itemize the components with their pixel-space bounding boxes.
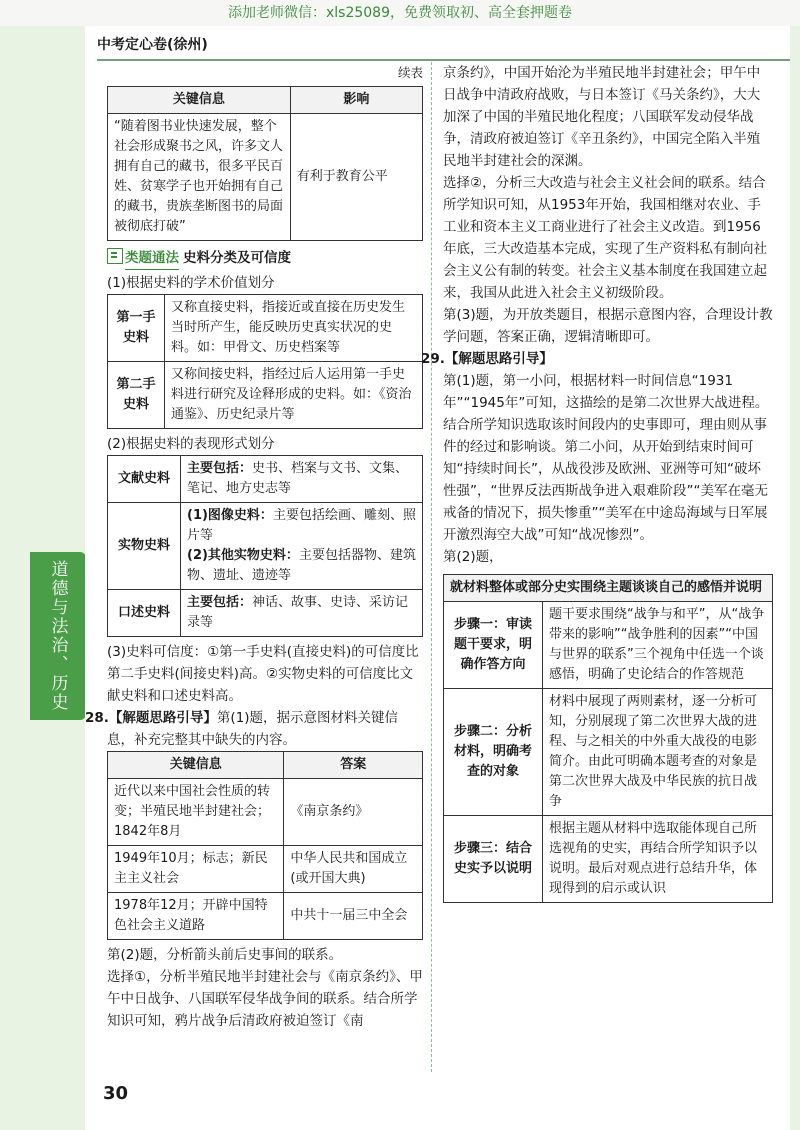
table-cell: 就材料整体或部分史实围绕主题谈谈自己的感悟并说明 (444, 575, 773, 602)
table-cell: 近代以来中国社会性质的转变；半殖民地半封建社会；1842年8月 (108, 779, 284, 846)
bold-lead: (2)其他实物史料： (187, 548, 299, 563)
table-row (108, 503, 423, 590)
question-number: 28. (85, 710, 109, 726)
credibility-paragraph: (3)史料可信度：①第一手史料(直接史料)的可信度比第二手史料(间接史料)高。②实物史料的可信度比文献史料和口述史料高。 (107, 644, 419, 704)
paragraph: 第(1)题，第一小问，根据材料一时间信息“1931年”“1945年”可知，这描绘的是第二次世界大战进程。结合所学知识选取该时间段内的史事即可，理由则从事件的经过和影响谈。第二小问，从开始到结束时间可知“持续时间长”，从战役涉及欧洲、亚洲等可知“破坏性强”，“世界反法西斯战争进入艰难阶段”“美军在毫无戒备的情况下，损失惨重”“美军在中途岛海域与日军展开激烈海空大战”可知“战况惨烈”。 (443, 373, 769, 543)
section-title: 史料分类及可信度 (183, 250, 291, 266)
table-row (444, 816, 773, 903)
table-cell: 又称直接史料，指接近或直接在历史发生当时所产生，能反映历史真实状况的史料。如：甲骨文、历史档案等 (165, 295, 423, 362)
question-28-intro (85, 707, 423, 751)
table-cell: 1949年10月；标志；新民主主义社会 (108, 846, 284, 893)
question-number: 29. (421, 351, 445, 367)
table-header: 影响 (290, 87, 422, 114)
table-row (108, 893, 423, 940)
section-tag: 类题通法 (125, 247, 179, 270)
subject-side-tab (30, 552, 86, 720)
paragraph: 选择①，分析半殖民地半封建社会与《南京条约》、甲午中日战争、八国联军侵华战争间的联系。结合所学知识可知，鸦片战争后清政府被迫签订《南 (107, 969, 423, 1029)
question-29-intro (421, 348, 773, 370)
cell-text: 神话、故事、史诗、采访记录等 (187, 595, 409, 630)
table-cell: 1978年12月；开辟中国特色社会主义道路 (108, 893, 284, 940)
bold-lead: 主要包括： (187, 595, 253, 610)
table-cell: 中华人民共和国成立(或开国大典) (284, 846, 423, 893)
method-section-title (107, 247, 423, 270)
table-cell: 第一手史料 (108, 295, 165, 362)
table-cell (181, 456, 423, 503)
bold-lead: 主要包括： (187, 461, 253, 476)
steps-table (443, 574, 773, 903)
source-form-table (107, 455, 423, 637)
page-header: 中考定心卷(徐州) (97, 37, 208, 53)
table-cell: 实物史料 (108, 503, 181, 590)
guide-lead: 【解题思路引导】 (108, 710, 217, 726)
table-row (108, 362, 423, 429)
table-cell: 又称间接史料，指经过后人运用第一手史料进行研究及诠释形成的史料。如：《资治通鉴》、历史纪录片等 (165, 362, 423, 429)
table-cell: “随着图书业快速发展，整个社会形成聚书之风，许多文人拥有自己的藏书，很多平民百姓、贫寒学子也开始拥有自己的藏书，贵族垄断图书的局面被彻底打破” (108, 114, 291, 241)
paragraph: 选择②，分析三大改造与社会主义社会间的联系。结合所学知识可知，从1953年开始，我国相继对农业、手工业和资本主义工商业进行了社会主义改造。到1956年底，三大改造基本完成，实现了生产资料私有制向社会主义公有制的转变。社会主义基本制度在我国建立起来，我国从此进入社会主义初级阶段。 (443, 175, 767, 301)
table-row (108, 590, 423, 637)
table-header: 答案 (284, 752, 423, 779)
table-cell: 有利于教育公平 (290, 114, 422, 241)
header-rule (97, 59, 790, 61)
table-cell: 中共十一届三中全会 (284, 893, 423, 940)
cell-text: 主要包括器物、建筑物、遗址、遗迹等 (187, 548, 416, 583)
paragraph: 京条约》，中国开始沦为半殖民地半封建社会；甲午中日战争中清政府战败，与日本签订《马关条约》，大大加深了中国的半殖民地化程度；八国联军发动侵华战争，清政府被迫签订《辛丑条约》，中国完全陷入半殖民地半封建社会的深渊。 (443, 65, 761, 169)
source-value-table (107, 294, 423, 429)
list-icon (107, 248, 123, 264)
table-cell: 第二手史料 (108, 362, 165, 429)
table-cell: 材料中展现了两则素材，逐一分析可知，分别展现了第二次世界大战的进程、与之相关的中外重大战役的电影简介。由此可明确本题考查的对象是第二次世界大战及中华民族的抗日战争 (543, 689, 773, 816)
table-cell: 文献史料 (108, 456, 181, 503)
table-cell (181, 590, 423, 637)
bold-lead: (1)图像史料： (187, 508, 273, 523)
table-row (108, 114, 423, 241)
table-cell: 根据主题从材料中选取能体现自己所选视角的史实，再结合所学知识予以说明。最后对观点进行总结升华，体现得到的启示或认识 (543, 816, 773, 903)
column-divider (431, 62, 432, 1072)
table-row (108, 779, 423, 846)
answer-table-28 (107, 751, 423, 940)
table-row (108, 295, 423, 362)
table-cell: 步骤二：分析材料，明确考查的对象 (444, 689, 543, 816)
table-row (444, 689, 773, 816)
table-cell (181, 503, 423, 590)
table-cell: 题干要求围绕“战争与和平”，从“战争带来的影响”“战争胜利的因素”“中国与世界的联系”三个视角中任选一个谈感悟，明确了史论结合的作答规范 (543, 602, 773, 689)
page-sheet (85, 26, 790, 1130)
paragraph: 第(2)题，分析箭头前后史事间的联系。 (107, 947, 343, 963)
continued-label: 续表 (397, 65, 423, 80)
cell-text: 史书、档案与文书、文集、笔记、地方史志等 (187, 461, 409, 496)
guide-lead: 【解题思路引导】 (444, 351, 553, 367)
key-info-table (107, 86, 423, 241)
right-column (421, 62, 773, 903)
cell-text: 主要包括绘画、雕刻、照片等 (187, 508, 416, 543)
table-cell: 步骤三：结合史实予以说明 (444, 816, 543, 903)
paragraph: 第(3)题，为开放类题目，根据示意图内容，合理设计教学问题，答案正确，逻辑清晰即可。 (443, 307, 773, 345)
subsection-1: (1)根据史料的学术价值划分 (107, 275, 275, 291)
page-number: 30 (103, 1083, 129, 1104)
question-text: 第(1)题，据示意图材料关键信息，补充完整其中缺失的内容。 (107, 710, 399, 748)
table-cell: 《南京条约》 (284, 779, 423, 846)
left-column (85, 62, 423, 1032)
table-header: 关键信息 (108, 752, 284, 779)
table-cell: 口述史料 (108, 590, 181, 637)
table-row (444, 602, 773, 689)
subject-label: 道德与法治、历史 (47, 560, 68, 712)
table-cell: 步骤一：审读题干要求，明确作答方向 (444, 602, 543, 689)
table-row (444, 575, 773, 602)
table-row (108, 456, 423, 503)
watermark-banner: 添加老师微信：xls25089，免费领取初、高全套押题卷 (0, 0, 800, 26)
subsection-2: (2)根据史料的表现形式划分 (107, 436, 275, 452)
paragraph: 第(2)题， (443, 549, 503, 565)
table-row (108, 846, 423, 893)
table-header: 关键信息 (108, 87, 291, 114)
